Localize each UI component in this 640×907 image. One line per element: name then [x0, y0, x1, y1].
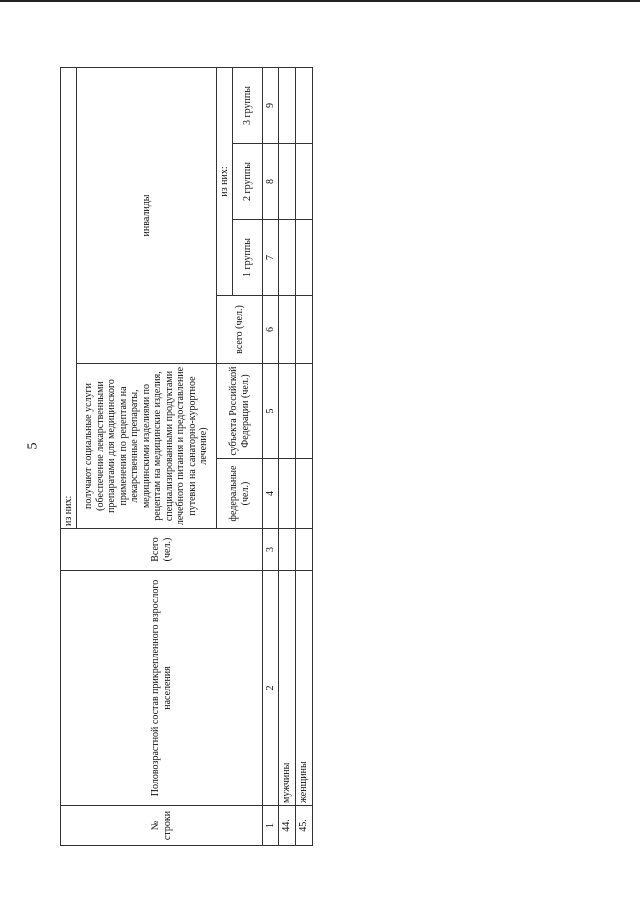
- column-number-row: [263, 67, 279, 845]
- header-disabled-total: всего (чел.): [217, 296, 263, 364]
- table-row: [279, 67, 296, 845]
- cell: [279, 529, 296, 571]
- header-group1: 1 группы: [233, 220, 263, 296]
- header-federal: федеральные (чел.): [217, 459, 263, 529]
- col-num: 9: [263, 67, 279, 143]
- header-of-them: из них:: [61, 67, 77, 528]
- col-num: 5: [263, 364, 279, 459]
- cell: [279, 296, 296, 364]
- header-composition: Половозрастной состав прикрепленного взрослого населения: [61, 571, 263, 806]
- table-row: [296, 67, 313, 845]
- row-label: женщины: [296, 571, 313, 806]
- cell: [279, 364, 296, 459]
- col-num: 7: [263, 220, 279, 296]
- row-number: 45.: [296, 806, 313, 846]
- header-of-them-2: из них:: [217, 67, 233, 295]
- page-number: 5: [25, 442, 41, 450]
- col-num: 3: [263, 529, 279, 571]
- cell: [296, 529, 313, 571]
- header-group2: 2 группы: [233, 144, 263, 220]
- col-num: 6: [263, 296, 279, 364]
- cell: [279, 67, 296, 143]
- rotated-table: [60, 86, 313, 846]
- cell: [296, 220, 313, 296]
- cell: [296, 364, 313, 459]
- col-num: 8: [263, 144, 279, 220]
- header-social-services: получают социальные услуги (обеспечение лекарственными препаратами для медицинского применения по рецептам на лекарственные препараты, медицинскими изделиями по рецептам на медицинские изделия, специализированными продуктами лечебного питания и предоставление путевки на санаторно-курортное лечение): [77, 364, 217, 529]
- header-row-no: № строки: [61, 806, 263, 846]
- cell: [279, 459, 296, 529]
- cell: [296, 67, 313, 143]
- cell: [279, 220, 296, 296]
- statistics-table: [60, 67, 313, 846]
- cell: [296, 144, 313, 220]
- cell: [279, 144, 296, 220]
- header-total: Всего (чел.): [61, 529, 263, 571]
- scan-edge: [0, 0, 640, 2]
- col-num: 4: [263, 459, 279, 529]
- header-group3: 3 группы: [233, 67, 263, 143]
- row-label: мужчины: [279, 571, 296, 806]
- header-disabled: инвалиды: [77, 67, 217, 363]
- col-num: 1: [263, 806, 279, 846]
- header-subject: субъекта Российской Федерации (чел.): [217, 364, 263, 459]
- col-num: 2: [263, 571, 279, 806]
- cell: [296, 296, 313, 364]
- row-number: 44.: [279, 806, 296, 846]
- cell: [296, 459, 313, 529]
